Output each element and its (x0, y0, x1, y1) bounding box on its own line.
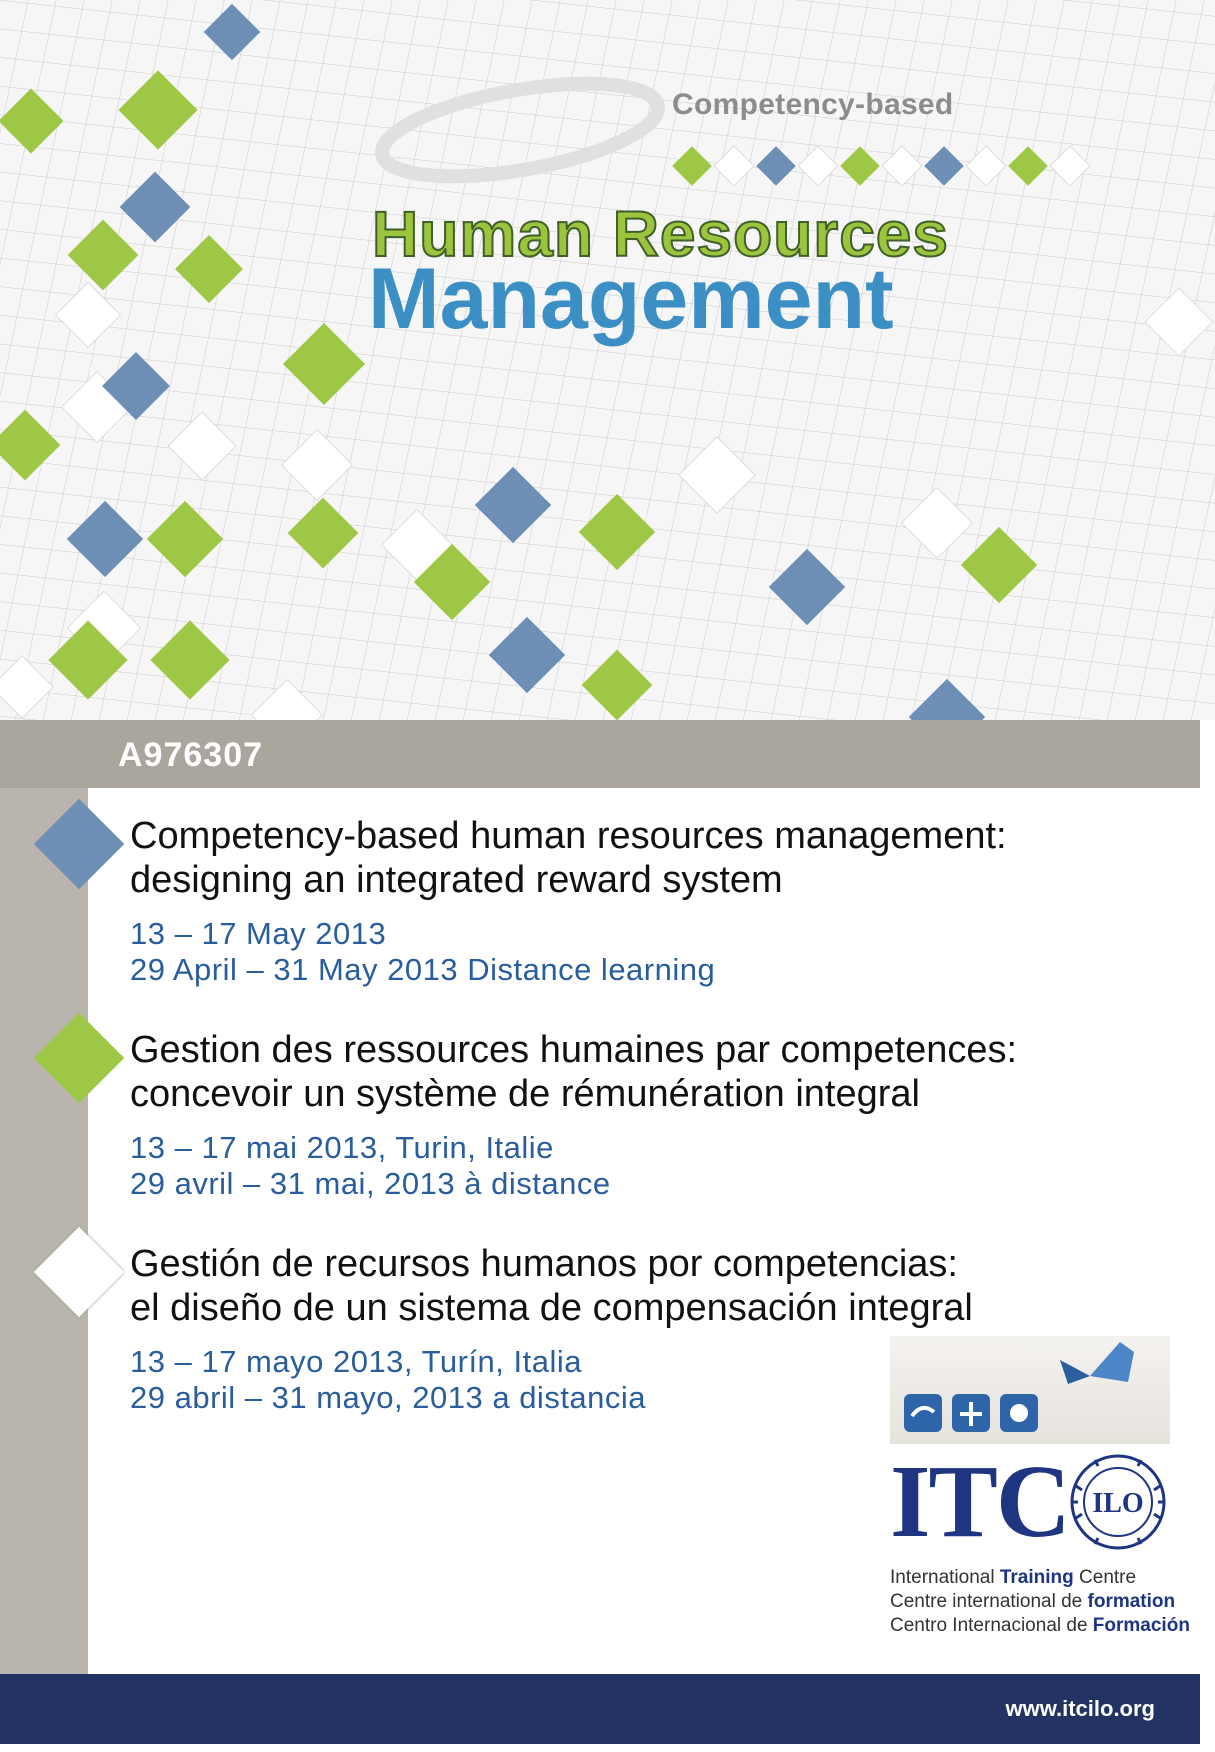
course-english (130, 814, 1130, 988)
itc-graphic-icons (890, 1336, 1170, 1444)
course-date-line2: 29 abril – 31 mayo, 2013 a distancia (130, 1380, 647, 1415)
centre-fr-plain: Centre international de (890, 1591, 1088, 1612)
centre-en-plain: International (890, 1567, 1000, 1588)
course-date-line1: 13 – 17 mai 2013, Turin, Italie (130, 1130, 554, 1165)
centre-name-french (890, 1592, 1190, 1611)
hero-banner (0, 0, 1215, 720)
hero-title-line2: Management (368, 251, 894, 347)
centre-name-english (890, 1568, 1190, 1587)
course-dates (130, 916, 1130, 988)
centre-name-spanish (890, 1616, 1190, 1635)
ilo-emblem-text: ILO (1092, 1488, 1144, 1519)
itc-graphic-image (890, 1336, 1170, 1444)
itc-logo (890, 1444, 1180, 1560)
course-french (130, 1028, 1130, 1202)
footer-bar (0, 1674, 1200, 1744)
course-title-line1: Competency-based human resources management: (130, 815, 1007, 857)
hero-kicker: Competency-based (672, 88, 954, 121)
course-title-line2: designing an integrated reward system (130, 859, 783, 901)
course-title-line2: el diseño de un sistema de compensación integral (130, 1287, 973, 1329)
course-date-line2: 29 avril – 31 mai, 2013 à distance (130, 1166, 611, 1201)
course-title-line2: concevoir un système de rémunération integral (130, 1073, 920, 1115)
itc-acronym: ITC (890, 1444, 1069, 1559)
centre-es-plain: Centro Internacional de (890, 1615, 1093, 1636)
centre-en-rest: Centre (1073, 1567, 1137, 1588)
website-link[interactable]: www.itcilo.org (1005, 1696, 1155, 1721)
centre-fr-bold: formation (1087, 1591, 1176, 1612)
course-date-line2: 29 April – 31 May 2013 Distance learning (130, 952, 716, 987)
hero-background (0, 0, 1215, 720)
hero-title-line1: Human Resources (372, 198, 949, 270)
course-dates (130, 1130, 1130, 1202)
course-title-line1: Gestion des ressources humaines par competences: (130, 1029, 1018, 1071)
ilo-emblem-icon (1068, 1450, 1168, 1554)
course-title-line1: Gestión de recursos humanos por competencias: (130, 1243, 958, 1285)
centre-en-bold: Training (999, 1567, 1074, 1588)
course-date-line1: 13 – 17 mayo 2013, Turín, Italia (130, 1344, 582, 1379)
course-code: A976307 (118, 736, 264, 774)
centre-es-bold: Formación (1092, 1615, 1190, 1636)
course-date-line1: 13 – 17 May 2013 (130, 916, 387, 951)
